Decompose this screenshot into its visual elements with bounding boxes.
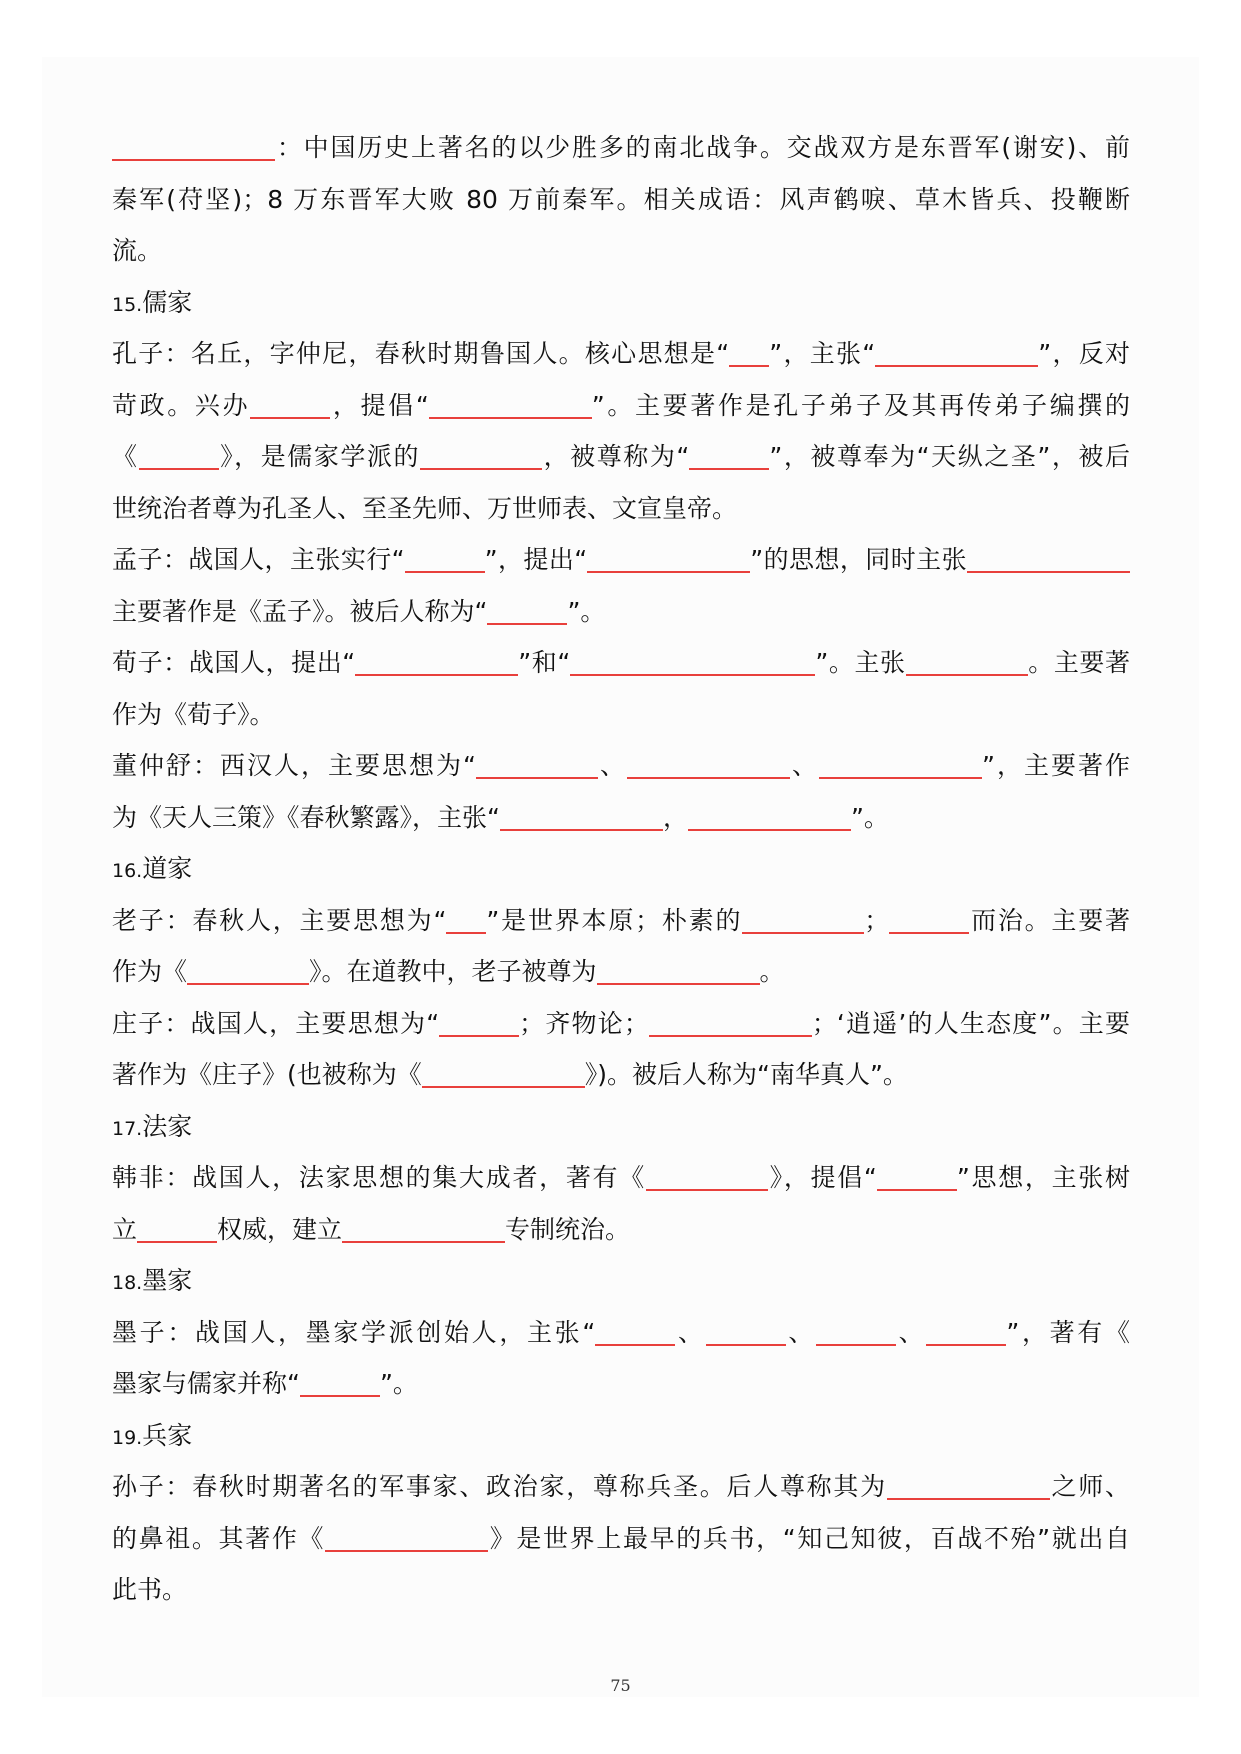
fill-in-blank[interactable] — [325, 1532, 488, 1552]
text-segment: 墨家与儒家并称“ — [112, 1369, 300, 1398]
text-segment: 、 — [675, 1317, 706, 1347]
text-segment: 秦军(苻坚)；8 万东晋军大败 80 万前秦军。相关成语：风声鹤唳、草木皆兵、投鞭断 — [112, 184, 1130, 214]
fill-in-blank[interactable] — [887, 1480, 1050, 1500]
document-body — [112, 122, 1130, 1616]
section-title: 兵家 — [142, 1420, 193, 1450]
text-segment: 。主要著 — [1027, 648, 1130, 677]
text-segment: ”，反对 — [1038, 339, 1130, 368]
text-segment: 、 — [896, 1317, 927, 1347]
fill-in-blank[interactable] — [688, 811, 851, 831]
fill-in-blank[interactable] — [877, 1171, 957, 1191]
fill-in-blank[interactable] — [300, 1377, 380, 1397]
fill-in-blank[interactable] — [476, 759, 598, 779]
text-line — [112, 1564, 1130, 1616]
text-line — [112, 174, 1130, 226]
text-line — [112, 1152, 1130, 1204]
text-segment: ， — [662, 802, 688, 832]
fill-in-blank[interactable] — [112, 141, 275, 161]
fill-in-blank[interactable] — [729, 347, 769, 367]
text-segment: 、 — [785, 1317, 816, 1347]
text-segment: ”的思想，同时主张 — [750, 545, 968, 574]
text-segment: 流。 — [112, 236, 163, 265]
section-number: 19. — [112, 1426, 143, 1449]
text-segment: 墨子：战国人，墨家学派创始人，主张“ — [112, 1317, 596, 1347]
text-line — [112, 534, 1130, 586]
text-segment: 之师、 — [1049, 1472, 1130, 1501]
section-title: 墨家 — [142, 1266, 193, 1295]
fill-in-blank[interactable] — [889, 914, 969, 934]
fill-in-blank[interactable] — [906, 656, 1028, 676]
text-line — [112, 328, 1130, 380]
text-segment: ”和“ — [518, 648, 571, 677]
text-segment: 》，提倡“ — [767, 1163, 877, 1192]
text-segment: 》，是儒家学派的 — [218, 442, 421, 471]
text-segment: 》)。被后人称为“南华真人”。 — [584, 1060, 908, 1089]
fill-in-blank[interactable] — [355, 656, 518, 676]
text-segment: 作为《 — [112, 957, 188, 986]
fill-in-blank[interactable] — [595, 1326, 675, 1346]
fill-in-blank[interactable] — [422, 1068, 585, 1088]
text-line — [112, 1204, 1130, 1256]
text-segment: 孟子：战国人，主张实行“ — [112, 545, 405, 574]
text-segment: 董仲舒：西汉人，主要思想为“ — [112, 751, 476, 780]
fill-in-blank[interactable] — [689, 450, 769, 470]
text-segment: 苛政。兴办 — [112, 390, 251, 420]
text-line — [112, 586, 1130, 638]
text-segment: 庄子：战国人，主要思想为“ — [112, 1008, 440, 1038]
text-segment: ；齐物论； — [519, 1008, 649, 1038]
text-segment: 为《天人三策》《春秋繁露》，主张“ — [112, 802, 500, 832]
text-segment: 。 — [759, 957, 785, 986]
fill-in-blank[interactable] — [342, 1223, 505, 1243]
text-segment: 》。在道教中，老子被尊为 — [309, 957, 597, 986]
text-line — [112, 122, 1130, 174]
text-line — [112, 380, 1130, 432]
text-line — [112, 1358, 1130, 1410]
text-segment: 荀子：战国人，提出“ — [112, 648, 356, 677]
text-segment: ； — [864, 905, 890, 935]
fill-in-blank[interactable] — [405, 553, 485, 573]
text-line — [112, 1307, 1130, 1359]
fill-in-blank[interactable] — [570, 656, 815, 676]
fill-in-blank[interactable] — [926, 1326, 1006, 1346]
fill-in-blank[interactable] — [627, 759, 790, 779]
text-line — [112, 1049, 1130, 1101]
text-segment: ”，著有《 — [1006, 1317, 1130, 1347]
text-segment: 专制统治。 — [505, 1214, 631, 1244]
text-line — [112, 483, 1130, 535]
text-segment: ”。主张 — [815, 648, 906, 677]
text-segment: ”，被尊奉为“天纵之圣”，被后 — [769, 442, 1130, 471]
text-line — [112, 689, 1130, 741]
text-segment: ”思想，主张树 — [956, 1163, 1130, 1192]
text-segment: ”，提出“ — [484, 545, 588, 574]
fill-in-blank[interactable] — [139, 450, 219, 470]
text-segment: ”，主要著作 — [982, 751, 1130, 780]
text-line — [112, 225, 1130, 277]
text-segment: 主要著作是《孟子》。被后人称为“ — [112, 596, 488, 626]
fill-in-blank[interactable] — [250, 399, 330, 419]
fill-in-blank[interactable] — [587, 553, 750, 573]
text-segment: 《 — [112, 442, 139, 471]
fill-in-blank[interactable] — [137, 1223, 217, 1243]
text-segment: ”。 — [850, 802, 889, 832]
text-line — [112, 1461, 1130, 1513]
text-segment: 作为《荀子》。 — [112, 699, 275, 729]
text-segment: ，被尊称为“ — [542, 442, 690, 471]
page-number: 75 — [610, 1676, 631, 1695]
text-segment: 、 — [790, 751, 820, 780]
text-line — [112, 998, 1130, 1050]
text-line — [112, 792, 1130, 844]
section-title: 道家 — [142, 854, 193, 883]
text-segment: ”，主张“ — [769, 339, 876, 368]
fill-in-blank[interactable] — [487, 605, 567, 625]
fill-in-blank[interactable] — [597, 965, 760, 985]
text-line — [112, 637, 1130, 689]
text-segment: 老子：春秋人，主要思想为“ — [112, 905, 447, 935]
text-segment: 的鼻祖。其著作《 — [112, 1523, 326, 1553]
section-title: 法家 — [142, 1111, 193, 1141]
text-segment: ”。 — [379, 1369, 418, 1398]
fill-in-blank[interactable] — [706, 1326, 786, 1346]
fill-in-blank[interactable] — [649, 1017, 812, 1037]
text-line — [112, 740, 1130, 792]
fill-in-blank[interactable] — [420, 450, 542, 470]
section-number: 17. — [112, 1117, 143, 1140]
text-segment: 世统治者尊为孔圣人、至圣先师、万世师表、文宣皇帝。 — [112, 493, 738, 523]
text-segment: 著作为《庄子》(也被称为《 — [112, 1060, 422, 1089]
section-number: 16. — [112, 860, 143, 882]
text-segment: 此书。 — [112, 1575, 188, 1604]
text-segment: 而治。主要著 — [969, 905, 1130, 935]
text-segment: 、 — [598, 751, 628, 780]
text-line — [112, 1513, 1130, 1565]
text-segment: ”。主要著作是孔子弟子及其再传弟子编撰的 — [591, 390, 1130, 420]
text-segment: ”是世界本原；朴素的 — [486, 905, 743, 935]
text-segment: 孔子：名丘，字仲尼，春秋时期鲁国人。核心思想是“ — [112, 339, 730, 368]
text-segment: ，提倡“ — [330, 390, 429, 420]
section-heading — [112, 843, 1130, 895]
section-number: 18. — [112, 1272, 143, 1294]
fill-in-blank[interactable] — [429, 399, 592, 419]
fill-in-blank[interactable] — [446, 914, 486, 934]
text-segment: 韩非：战国人，法家思想的集大成者，著有《 — [112, 1163, 646, 1192]
fill-in-blank[interactable] — [187, 965, 309, 985]
fill-in-blank[interactable] — [819, 759, 982, 779]
section-heading — [112, 277, 1130, 329]
text-segment: 权威，建立 — [217, 1214, 343, 1244]
text-segment: 》是世界上最早的兵书，“知己知彼，百战不殆”就出自 — [488, 1523, 1130, 1553]
fill-in-blank[interactable] — [875, 347, 1038, 367]
text-segment: ：中国历史上著名的以少胜多的南北战争。交战双方是东晋军(谢安)、前 — [275, 133, 1130, 162]
section-heading — [112, 1101, 1130, 1153]
fill-in-blank[interactable] — [500, 811, 663, 831]
section-heading — [112, 1255, 1130, 1307]
text-line — [112, 431, 1130, 483]
text-segment: ”。 — [567, 596, 606, 626]
fill-in-blank[interactable] — [439, 1017, 519, 1037]
text-segment: 孙子：春秋时期著名的军事家、政治家，尊称兵圣。后人尊称其为 — [112, 1472, 887, 1501]
text-segment: ；‘逍遥’的人生态度”。主要 — [811, 1008, 1130, 1038]
text-segment: 立 — [112, 1214, 138, 1244]
section-number: 15. — [112, 293, 143, 316]
section-heading — [112, 1410, 1130, 1462]
text-line — [112, 895, 1130, 947]
fill-in-blank[interactable] — [646, 1171, 768, 1191]
text-line — [112, 946, 1130, 998]
fill-in-blank[interactable] — [816, 1326, 896, 1346]
fill-in-blank[interactable] — [742, 914, 864, 934]
fill-in-blank[interactable] — [967, 553, 1130, 573]
section-title: 儒家 — [142, 287, 193, 317]
